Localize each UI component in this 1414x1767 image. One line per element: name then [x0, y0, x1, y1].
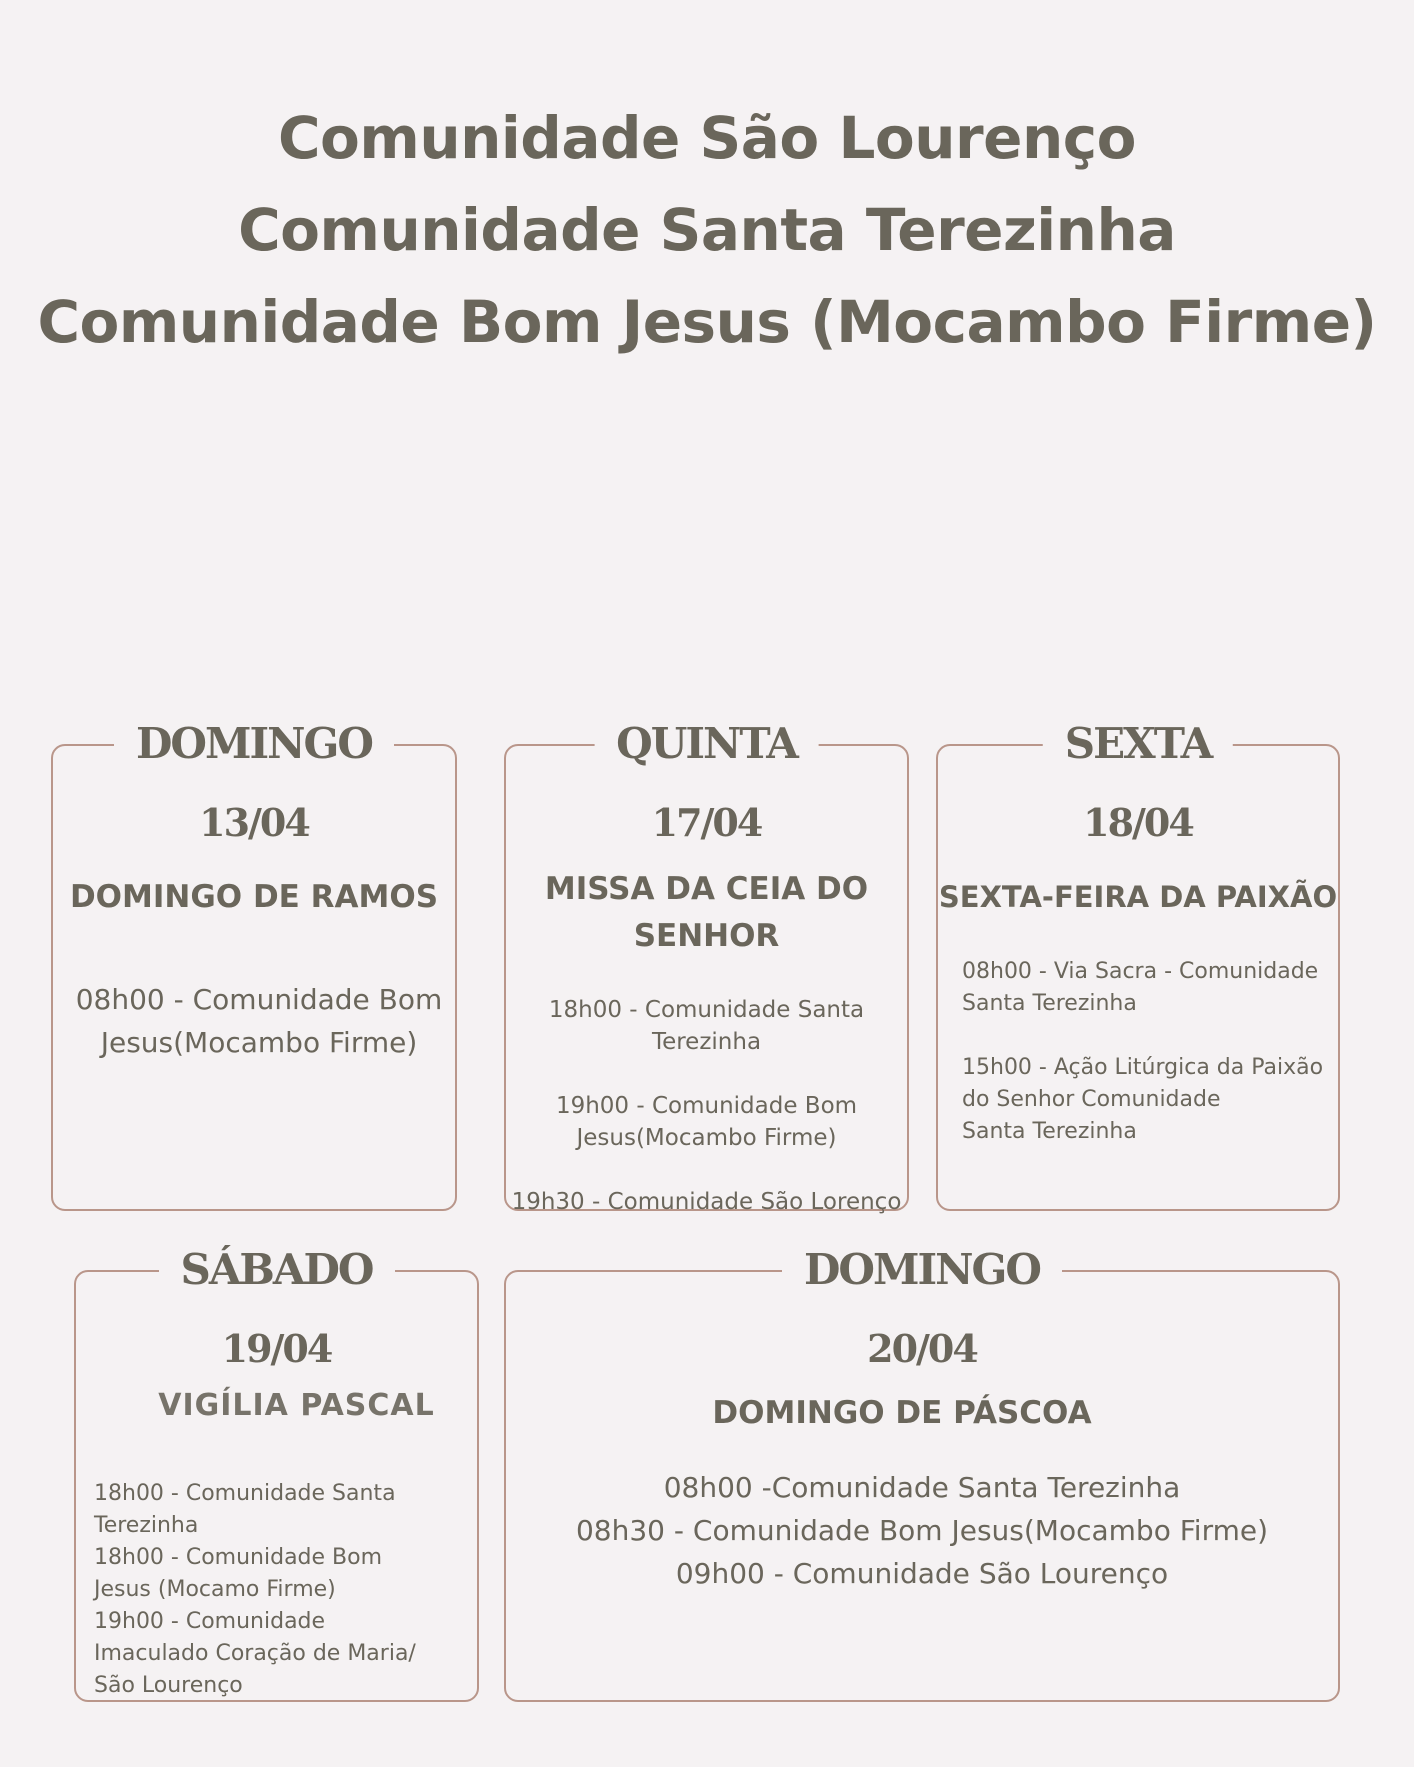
schedule-entry: 18h00 - Comunidade Santa Terezinha 18h00 - Comunidade Bom Jesus (Mocamo Firme) 19h00 - Comunidade Imaculado Coração de Maria/ São Lourenço [94, 1481, 416, 1698]
header-community-santa-terezinha: Comunidade Santa Terezinha [238, 196, 1176, 264]
card-event-title: VIGÍLIA PASCAL [158, 1388, 435, 1423]
card-date: 17/04 [651, 800, 762, 845]
card-date: 13/04 [199, 800, 309, 845]
schedule-entry: 08h00 -Comunidade Santa Terezinha 08h30 - Comunidade Bom Jesus(Mocambo Firme) 09h00 - Comunidade São Lourenço [575, 1471, 1269, 1590]
header-community-sao-lourenco: Comunidade São Lourenço [277, 104, 1137, 172]
schedule-card-domingo-pascoa [504, 1245, 1340, 1702]
card-date: 20/04 [867, 1326, 977, 1371]
card-day-label: SEXTA [1043, 716, 1233, 772]
card-entries [962, 956, 1334, 1148]
schedule-entry: 08h00 - Via Sacra - Comunidade Santa Terezinha [962, 959, 1319, 1016]
schedule-entry: 19h30 - Comunidade São Lorenço [511, 1189, 902, 1215]
card-event-title: DOMINGO DE RAMOS [69, 879, 439, 915]
schedule-entry: 15h00 - Ação Litúrgica da Paixão do Senhor Comunidade Santa Terezinha [962, 1055, 1324, 1144]
schedule-card-quinta-ceia [504, 719, 909, 1215]
header-community-bom-jesus: Comunidade Bom Jesus (Mocambo Firme) [37, 288, 1377, 356]
schedule-card-domingo-ramos [51, 719, 457, 1211]
card-day-label: SÁBADO [158, 1242, 394, 1298]
card-date: 18/04 [1083, 800, 1193, 845]
card-day-label: DOMINGO [114, 716, 394, 772]
card-entries [94, 1478, 473, 1702]
card-event-title: DOMINGO DE PÁSCOA [712, 1395, 1092, 1431]
schedule-card-sexta-paixao [936, 719, 1340, 1211]
page-header [0, 92, 1414, 368]
card-entries [506, 1466, 1338, 1595]
card-day-label: DOMINGO [782, 1242, 1062, 1298]
card-entries [63, 978, 455, 1064]
schedule-entry: 08h00 - Comunidade Bom Jesus(Mocambo Firme) [75, 983, 443, 1059]
schedule-entry: 19h00 - Comunidade Bom Jesus(Mocambo Firme) [555, 1093, 858, 1151]
schedule-entry: 18h00 - Comunidade Santa Terezinha [548, 997, 865, 1055]
card-entries [506, 994, 907, 1218]
card-day-label: QUINTA [594, 716, 819, 772]
card-event-title: MISSA DA CEIA DO SENHOR [544, 871, 869, 954]
card-date: 19/04 [221, 1326, 332, 1371]
card-event-title: SEXTA-FEIRA DA PAIXÃO [938, 880, 1338, 914]
schedule-card-sabado-vigilia [74, 1245, 479, 1702]
